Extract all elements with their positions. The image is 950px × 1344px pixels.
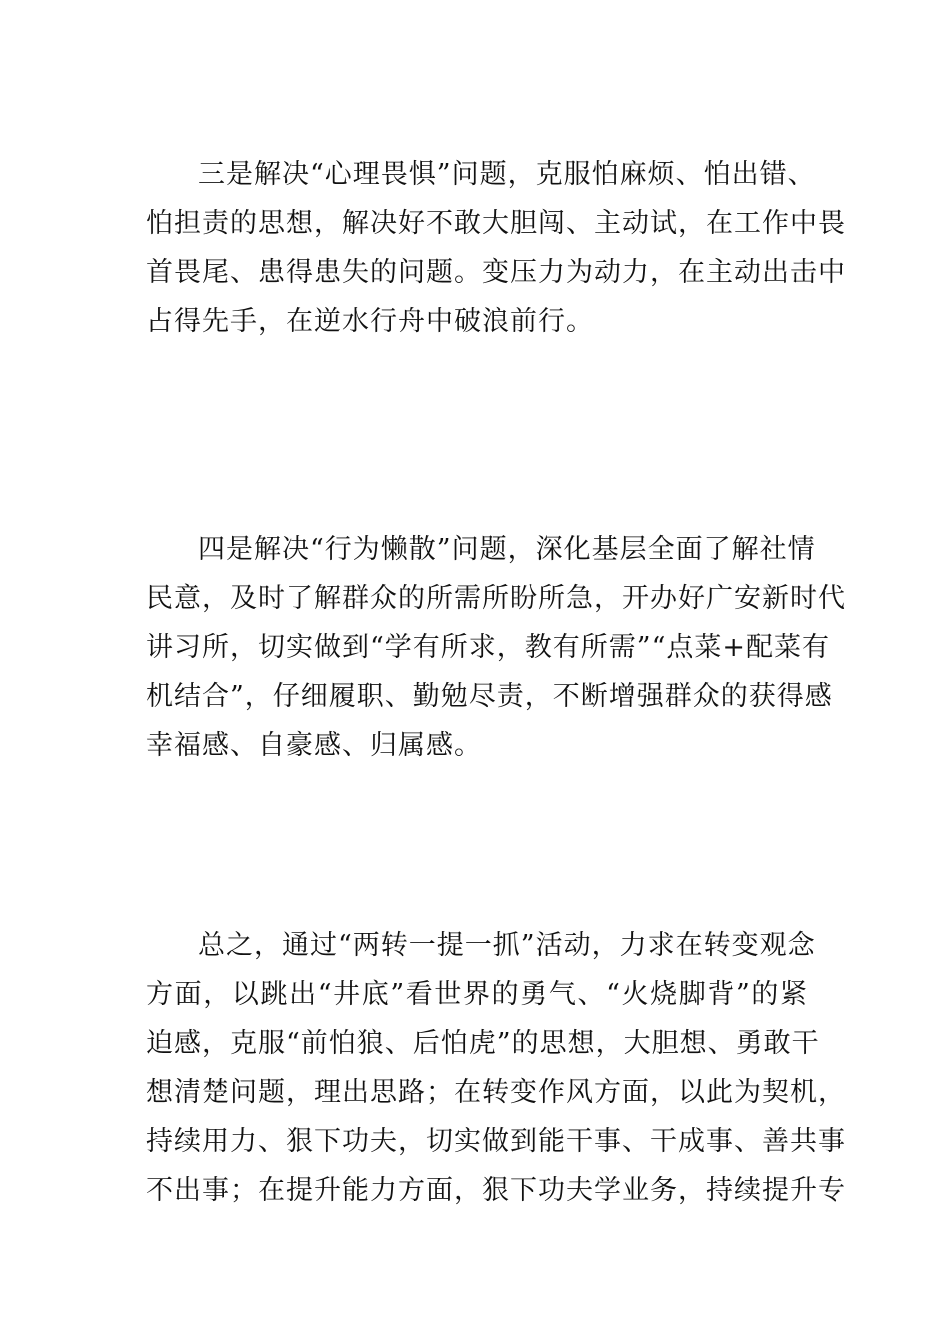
paragraph-psychological-fear <box>146 150 846 346</box>
paragraph-line: 三是解决“心理畏惧”问题，克服怕麻烦、怕出错、 <box>198 159 816 190</box>
paragraph-line: 总之，通过“两转一提一抓”活动，力求在转变观念 <box>198 930 816 961</box>
paragraph-line: 不出事；在提升能力方面，狠下功夫学业务，持续提升专 <box>146 1175 846 1206</box>
paragraph-line: 迫感，克服“前怕狼、后怕虎”的思想，大胆想、勇敢干 <box>146 1028 820 1059</box>
paragraph-line: 持续用力、狠下功夫，切实做到能干事、干成事、善共事 <box>146 1126 846 1157</box>
paragraph-line: 方面，以跳出“井底”看世界的勇气、“火烧脚背”的紧 <box>146 979 808 1010</box>
paragraph-summary <box>146 921 846 1215</box>
paragraph-line: 首畏尾、患得患失的问题。变压力为动力，在主动出击中 <box>146 257 846 288</box>
paragraph-line: 讲习所，切实做到“学有所求，教有所需”“点菜+配菜有 <box>146 632 831 663</box>
paragraph-line: 四是解决“行为懒散”问题，深化基层全面了解社情 <box>198 534 816 565</box>
paragraph-line: 想清楚问题，理出思路；在转变作风方面，以此为契机， <box>146 1077 846 1108</box>
paragraph-line: 幸福感、自豪感、归属感。 <box>146 730 482 761</box>
paragraph-line: 怕担责的思想，解决好不敢大胆闯、主动试，在工作中畏 <box>146 208 846 239</box>
paragraph-line: 机结合”，仔细履职、勤勉尽责，不断增强群众的获得感 <box>146 681 833 712</box>
paragraph-line: 占得先手，在逆水行舟中破浪前行。 <box>146 306 594 337</box>
paragraph-lazy-behavior <box>146 525 846 770</box>
paragraph-line: 民意，及时了解群众的所需所盼所急，开办好广安新时代 <box>146 583 846 614</box>
